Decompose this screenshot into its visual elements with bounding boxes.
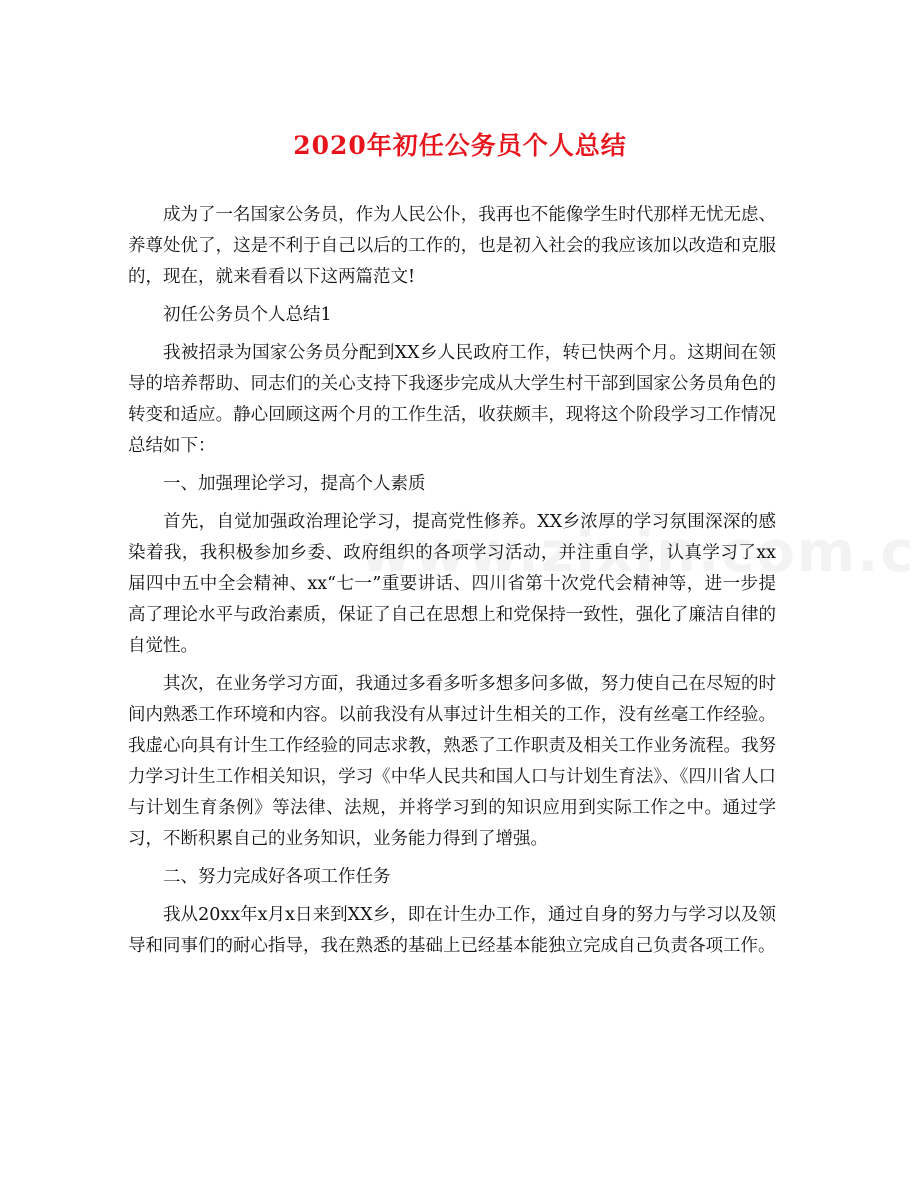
section-heading: 二、努力完成好各项工作任务: [163, 867, 391, 887]
body-paragraph: 首先，自觉加强政治理论学习，提高党性修养。XX乡浓厚的学习氛围深深的感染着我，我积极参加乡委、政府组织的各项学习活动，并注重自学，认真学习了xx届四中五中全会精神、xx“七一”重要讲话、四川省第十次党代会精神等，进一步提高了理论水平与政治素质，保证了自己在思想上和党保持一致性，强化了廉洁自律的自觉性。: [128, 512, 776, 656]
intro-paragraph: 成为了一名国家公务员，作为人民公仆，我再也不能像学生时代那样无忧无虑、养尊处优了，这是不利于自己以后的工作的，也是初入社会的我应该加以改造和克服的，现在，就来看看以下这两篇范文!: [128, 205, 776, 287]
section-heading: 一、加强理论学习，提高个人素质: [163, 474, 426, 494]
document-title: 2020年初任公务员个人总结: [293, 131, 627, 160]
body-paragraph: 其次，在业务学习方面，我通过多看多听多想多问多做，努力使自己在尽短的时间内熟悉工作环境和内容。以前我没有从事过计生相关的工作，没有丝毫工作经验。我虚心向具有计生工作经验的同志求教，熟悉了工作职责及相关工作业务流程。我努力学习计生工作相关知识，学习《中华人民共和国人口与计划生育法》、《四川省人口与计划生育条例》等法律、法规，并将学习到的知识应用到实际工作之中。通过学习，不断积累自己的业务知识，业务能力得到了增强。: [128, 674, 776, 849]
body-paragraph: 我从20xx年x月x日来到XX乡，即在计生办工作，通过自身的努力与学习以及领导和同事们的耐心指导，我在熟悉的基础上已经基本能独立完成自己负责各项工作。: [128, 905, 776, 956]
section-heading: 初任公务员个人总结1: [163, 305, 332, 325]
document-body: [128, 200, 776, 962]
body-paragraph: 我被招录为国家公务员分配到XX乡人民政府工作，转已快两个月。这期间在领导的培养帮助、同志们的关心支持下我逐步完成从大学生村干部到国家公务员角色的转变和适应。静心回顾这两个月的工作生活，收获颇丰，现将这个阶段学习工作情况总结如下：: [128, 343, 776, 456]
